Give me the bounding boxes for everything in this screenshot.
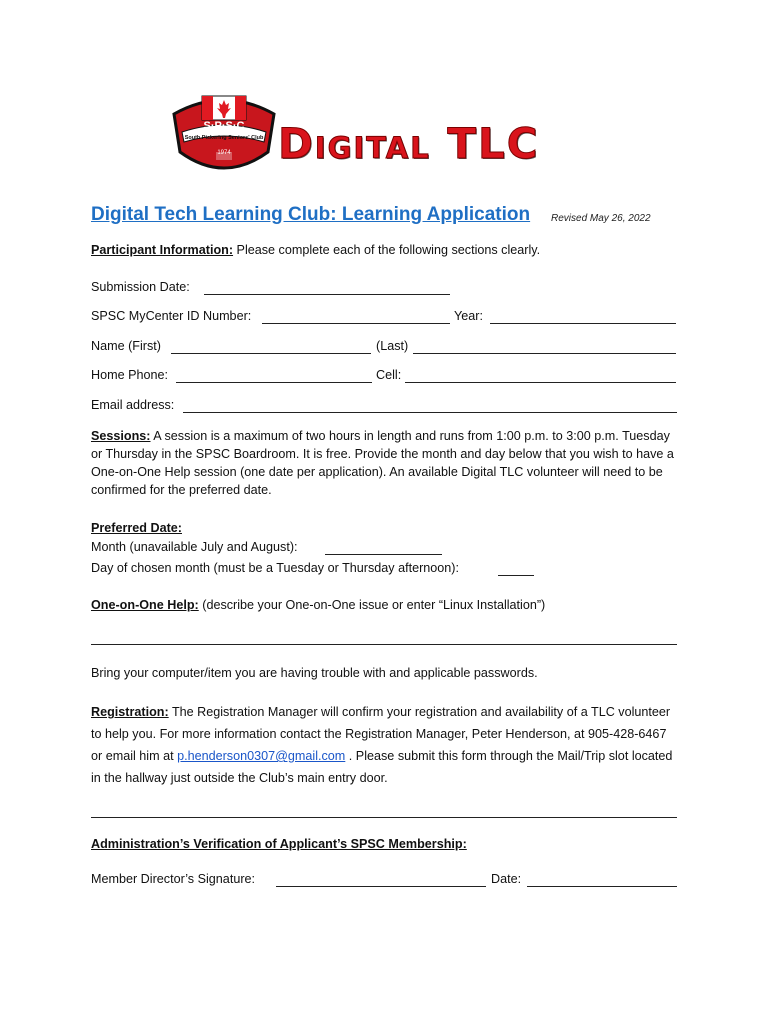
home-phone-label: Home Phone: — [91, 368, 169, 382]
admin-heading: Administration’s Verification of Applicant’s SPSC Membership: — [91, 837, 467, 851]
name-last-field[interactable] — [413, 339, 676, 354]
name-first-field[interactable] — [171, 339, 371, 354]
sessions-heading: Sessions: — [91, 429, 151, 443]
help-heading: One-on-One Help: — [91, 598, 199, 612]
sessions-section — [91, 427, 679, 499]
home-phone-field[interactable] — [176, 368, 372, 383]
digital-tlc-title: Digital TLC — [278, 119, 540, 168]
month-label: Month (unavailable July and August): — [91, 540, 298, 554]
submission-date-field[interactable] — [204, 280, 450, 295]
mycenter-id-label: SPSC MyCenter ID Number: — [91, 309, 252, 323]
month-field[interactable] — [325, 540, 442, 555]
help-description-field[interactable] — [91, 630, 677, 645]
cell-field[interactable] — [405, 368, 676, 383]
preferred-heading: Preferred Date: — [91, 521, 182, 535]
badge-year: 1974 — [217, 150, 231, 156]
registration-text-2: . Please submit this form through the Mail/Trip slot located in the hallway just outside the Club’s main entry door. — [91, 749, 673, 785]
year-label: Year: — [454, 309, 483, 323]
submission-date-label: Submission Date: — [91, 280, 190, 294]
registration-email-link[interactable]: p.henderson0307@gmail.com — [177, 749, 346, 763]
cell-label: Cell: — [376, 368, 402, 382]
page-title: Digital Tech Learning Club: Learning Application — [91, 204, 531, 225]
mycenter-id-field[interactable] — [262, 309, 450, 324]
participant-instruction: Please complete each of the following sections clearly. — [233, 243, 541, 257]
bring-text: Bring your computer/item you are having trouble with and applicable passwords. — [91, 666, 538, 680]
name-last-label: (Last) — [376, 339, 409, 353]
badge-subtitle: South Pickering Seniors' Club — [184, 135, 264, 141]
admin-date-label: Date: — [491, 872, 522, 886]
sessions-text: A session is a maximum of two hours in length and runs from 1:00 p.m. to 3:00 p.m. Tuesday or Thursday in the SPSC Boardroom. It is free. Provide the month and day below that you wish to have a One-on-One Help session (one date per application). An available Digital TLC volunteer will need to be confirmed for the preferred date. — [91, 429, 674, 497]
badge-text: S·P·S·C — [203, 120, 245, 132]
day-label: Day of chosen month (must be a Tuesday or Thursday afternoon): — [91, 561, 459, 575]
registration-text-1: The Registration Manager will confirm your registration and availability of a TLC volunteer to help you. For more information contact the Registration Manager, Peter Henderson, at 905-428-6467 or email him at — [91, 705, 671, 763]
signature-field[interactable] — [276, 872, 486, 887]
logo — [168, 92, 608, 182]
registration-divider-line — [91, 803, 677, 818]
admin-date-field[interactable] — [527, 872, 677, 887]
participant-heading: Participant Information: — [91, 243, 234, 257]
email-field[interactable] — [183, 398, 677, 413]
help-text: (describe your One-on-One issue or enter “Linux Installation”) — [198, 598, 546, 612]
participant-section — [91, 243, 540, 257]
revised-date: Revised May 26, 2022 — [551, 213, 651, 224]
registration-section — [91, 701, 679, 789]
registration-heading: Registration: — [91, 705, 169, 719]
help-section — [91, 598, 545, 612]
year-field[interactable] — [490, 309, 676, 324]
signature-label: Member Director’s Signature: — [91, 872, 256, 886]
name-first-label: Name (First) — [91, 339, 161, 353]
email-label: Email address: — [91, 398, 175, 412]
day-field[interactable] — [498, 561, 534, 576]
